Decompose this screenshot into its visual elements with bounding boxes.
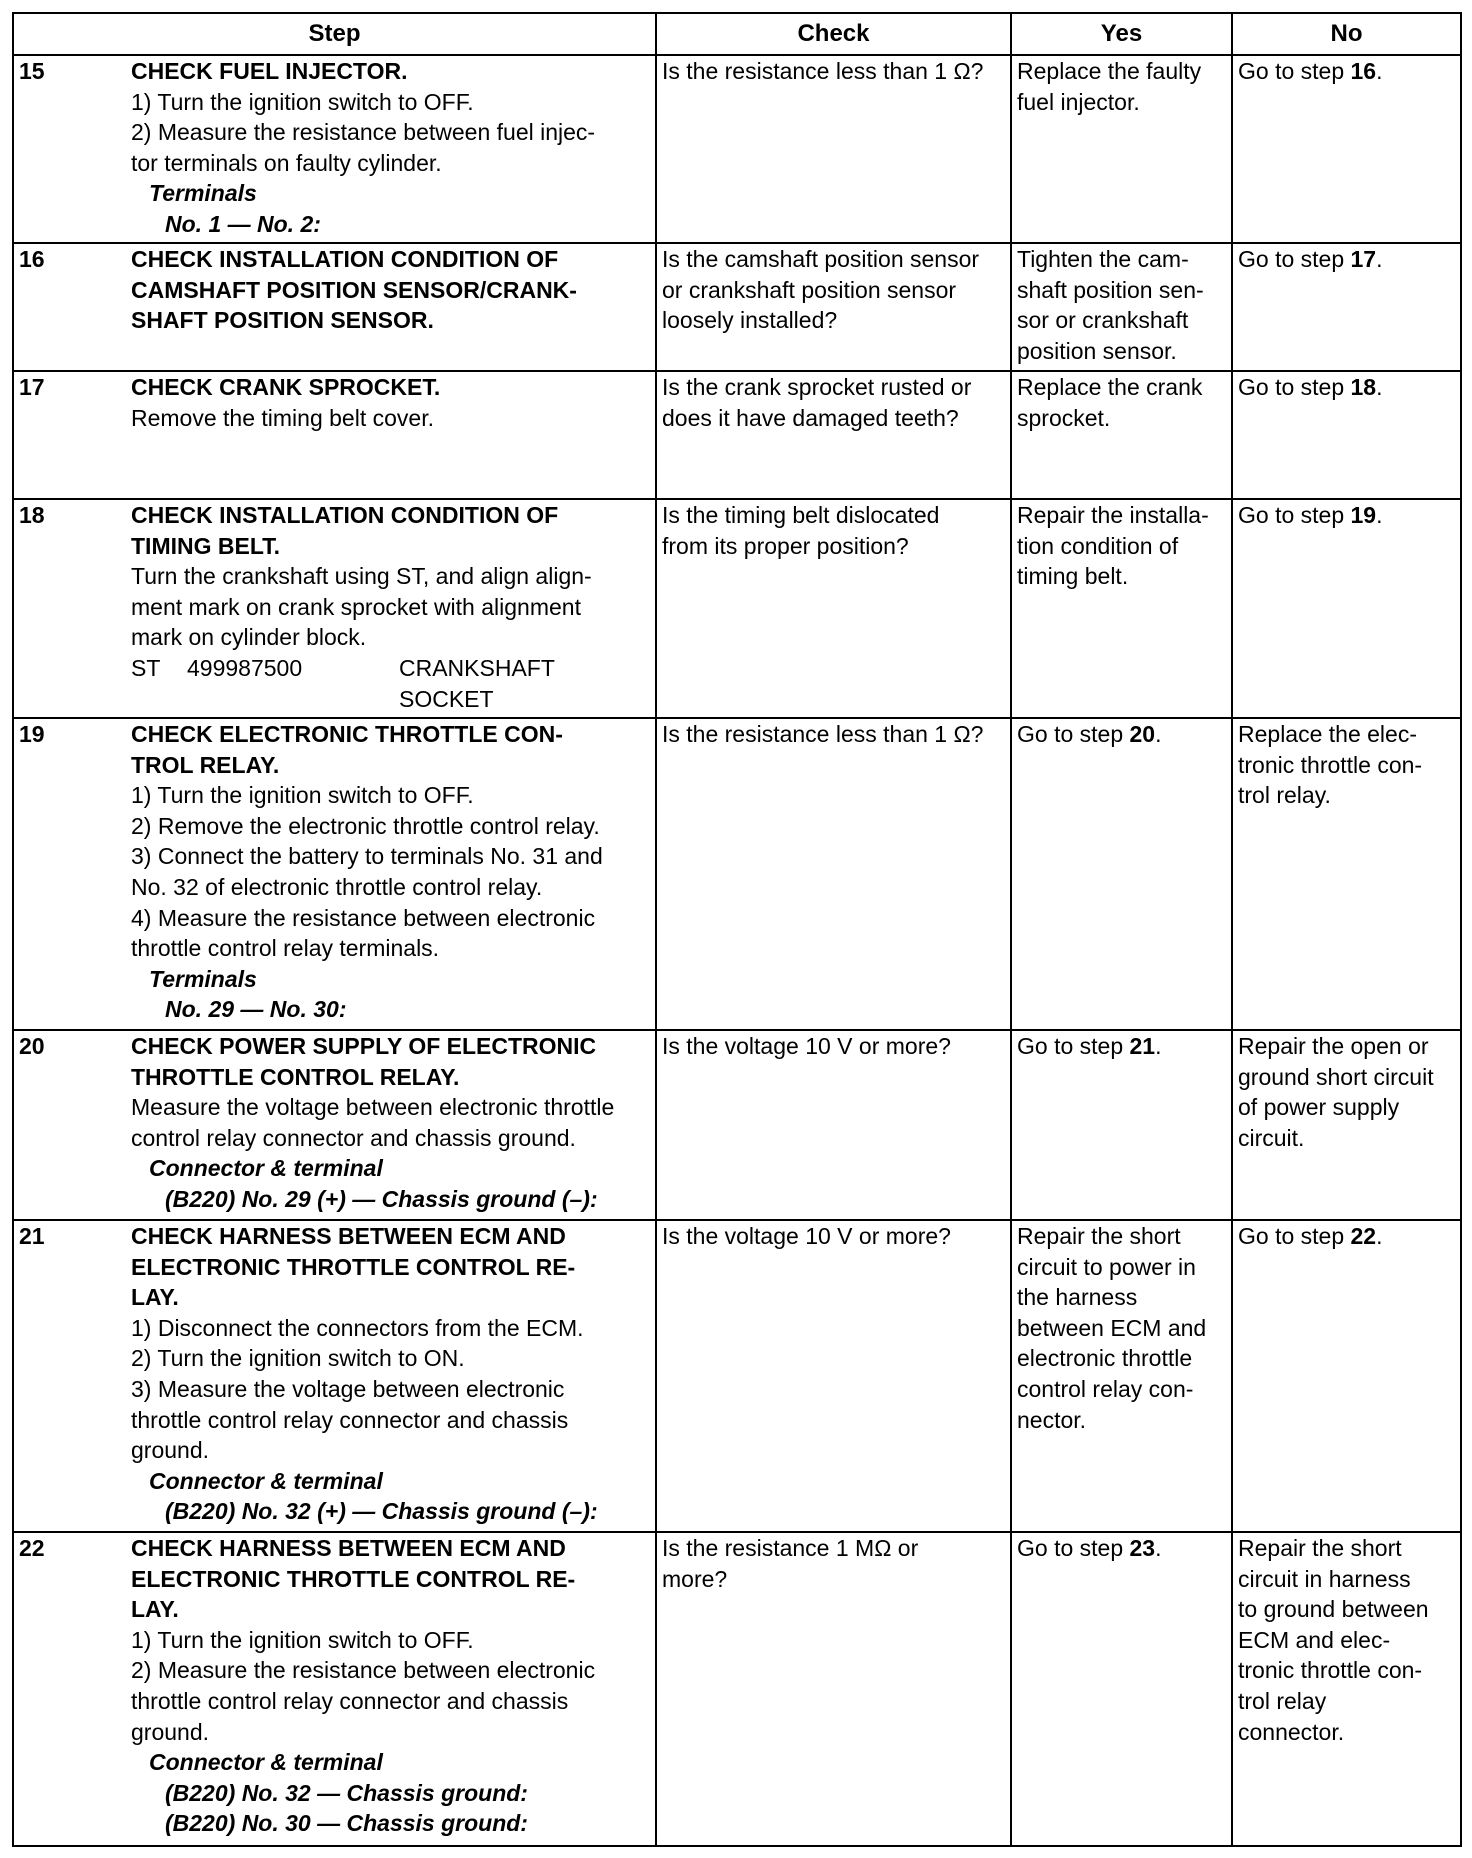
no-text xyxy=(1238,372,1455,403)
check-cell xyxy=(656,371,1011,499)
no-action: Go to step xyxy=(1238,58,1351,84)
step-wrap xyxy=(19,372,650,433)
step-title: CHECK INSTALLATION CONDITION OF TIMING BELT. xyxy=(131,502,559,559)
yes-text xyxy=(1017,1221,1226,1435)
step-cell xyxy=(13,371,656,499)
yes-text xyxy=(1017,1031,1226,1062)
yes-text xyxy=(1017,372,1226,433)
yes-action: Tighten the cam- shaft position sen- sor or crankshaft position sensor. xyxy=(1017,246,1204,364)
no-text xyxy=(1238,719,1455,811)
yes-action: Go to step xyxy=(1017,1535,1130,1561)
step-number: 17 xyxy=(19,374,45,400)
step-title: CHECK FUEL INJECTOR. xyxy=(131,58,408,84)
step-instruction: 2) Turn the ignition switch to ON. xyxy=(131,1345,465,1372)
yes-cell xyxy=(1011,1030,1232,1220)
yes-action: Repair the installa- tion condition of timing belt. xyxy=(1017,502,1209,590)
check-text: Is the resistance less than 1 Ω? xyxy=(662,58,984,84)
step-number: 18 xyxy=(19,502,45,528)
terminal-value: (B220) No. 32 (+) — Chassis ground (–): xyxy=(165,1498,598,1525)
step-wrap xyxy=(19,1533,650,1839)
step-number: 22 xyxy=(19,1535,45,1561)
no-cell xyxy=(1232,371,1461,499)
check-cell xyxy=(656,55,1011,243)
step-content xyxy=(131,244,650,336)
step-instruction: Remove the timing belt cover. xyxy=(131,404,434,431)
step-wrap xyxy=(19,1221,650,1527)
terminal-label: Terminals xyxy=(149,965,257,992)
no-suffix: . xyxy=(1376,58,1383,84)
yes-cell xyxy=(1011,243,1232,371)
no-action: Go to step xyxy=(1238,502,1351,528)
step-instruction: 3) Measure the voltage between electronic throttle control relay connector and chassis ground. xyxy=(131,1375,569,1464)
no-text xyxy=(1238,1533,1455,1747)
terminal-label: Connector & terminal xyxy=(149,1467,383,1494)
no-suffix: . xyxy=(1376,374,1383,400)
no-cell xyxy=(1232,1532,1461,1846)
yes-step-ref: 23 xyxy=(1129,1535,1156,1561)
step-title: CHECK HARNESS BETWEEN ECM AND ELECTRONIC THROTTLE CONTROL RE- LAY. xyxy=(131,1223,576,1311)
step-title: CHECK POWER SUPPLY OF ELECTRONIC THROTTLE CONTROL RELAY. xyxy=(131,1033,597,1090)
no-cell xyxy=(1232,1220,1461,1532)
yes-text xyxy=(1017,719,1226,750)
step-cell xyxy=(13,55,656,243)
step-cell xyxy=(13,1532,656,1846)
yes-suffix: . xyxy=(1155,1535,1162,1561)
no-cell xyxy=(1232,55,1461,243)
no-text xyxy=(1238,500,1455,531)
table-body xyxy=(13,55,1461,1846)
step-wrap xyxy=(19,1031,650,1215)
step-content xyxy=(131,1031,650,1215)
header-yes: Yes xyxy=(1011,13,1232,55)
step-instruction: Turn the crankshaft using ST, and align align- ment mark on crank sprocket with alignment mark on cylinder block. xyxy=(131,563,592,651)
step-cell xyxy=(13,1030,656,1220)
table-row xyxy=(13,1532,1461,1846)
step-instruction: 1) Turn the ignition switch to OFF. xyxy=(131,782,474,809)
terminal-value: (B220) No. 32 — Chassis ground: xyxy=(165,1779,528,1806)
yes-action: Go to step xyxy=(1017,721,1130,747)
step-wrap xyxy=(19,244,650,336)
no-step-ref: 22 xyxy=(1350,1223,1377,1249)
terminal-label: Connector & terminal xyxy=(149,1155,383,1182)
yes-action: Replace the faulty fuel injector. xyxy=(1017,58,1202,115)
step-number: 21 xyxy=(19,1223,45,1249)
step-number: 20 xyxy=(19,1033,45,1059)
special-tool-name: CRANKSHAFT SOCKET xyxy=(399,654,555,712)
no-text xyxy=(1238,244,1455,275)
no-suffix: . xyxy=(1376,1223,1383,1249)
no-cell xyxy=(1232,499,1461,718)
step-number: 15 xyxy=(19,58,45,84)
check-text: Is the resistance less than 1 Ω? xyxy=(662,721,984,747)
no-step-ref: 18 xyxy=(1350,374,1377,400)
check-cell xyxy=(656,718,1011,1030)
header-check: Check xyxy=(656,13,1011,55)
yes-cell xyxy=(1011,718,1232,1030)
step-title: CHECK HARNESS BETWEEN ECM AND ELECTRONIC THROTTLE CONTROL RE- LAY. xyxy=(131,1535,576,1623)
yes-action: Go to step xyxy=(1017,1033,1130,1059)
step-content xyxy=(131,56,650,240)
table-row xyxy=(13,499,1461,718)
yes-text xyxy=(1017,244,1226,366)
yes-text xyxy=(1017,56,1226,117)
step-content xyxy=(131,372,650,433)
step-number: 16 xyxy=(19,246,45,272)
step-instruction: Measure the voltage between electronic throttle control relay connector and chassis ground. xyxy=(131,1094,615,1151)
step-instruction: 2) Remove the electronic throttle control relay. xyxy=(131,812,600,839)
check-text: Is the voltage 10 V or more? xyxy=(662,1033,951,1059)
step-title: CHECK ELECTRONIC THROTTLE CON- TROL RELAY. xyxy=(131,721,563,778)
no-action: Go to step xyxy=(1238,1223,1351,1249)
special-tool-code: 499987500 xyxy=(187,654,303,681)
table-header-row xyxy=(13,13,1461,55)
table-row xyxy=(13,371,1461,499)
terminal-label: Terminals xyxy=(149,180,257,207)
check-cell xyxy=(656,1532,1011,1846)
yes-action: Repair the short circuit to power in the harness between ECM and electronic throttle control relay con- nector. xyxy=(1017,1223,1207,1433)
check-text: Is the voltage 10 V or more? xyxy=(662,1223,951,1249)
check-text: Is the crank sprocket rusted or does it have damaged teeth? xyxy=(662,374,972,431)
step-number: 19 xyxy=(19,721,45,747)
no-step-ref: 16 xyxy=(1350,58,1377,84)
step-instruction: 1) Turn the ignition switch to OFF. xyxy=(131,88,474,115)
yes-action: Replace the crank sprocket. xyxy=(1017,374,1203,431)
no-suffix: . xyxy=(1376,502,1383,528)
no-action: Repair the short circuit in harness to ground between ECM and elec- tronic throttle con- trol relay connector. xyxy=(1238,1535,1429,1745)
step-cell xyxy=(13,499,656,718)
step-instruction: 1) Disconnect the connectors from the ECM. xyxy=(131,1314,584,1341)
special-tool-key: ST xyxy=(131,654,161,681)
no-suffix: . xyxy=(1376,246,1383,272)
no-step-ref: 17 xyxy=(1350,246,1377,272)
no-cell xyxy=(1232,1030,1461,1220)
check-text: Is the camshaft position sensor or crankshaft position sensor loosely installed? xyxy=(662,246,980,334)
yes-cell xyxy=(1011,499,1232,718)
yes-cell xyxy=(1011,1532,1232,1846)
step-content xyxy=(131,719,650,1025)
yes-step-ref: 21 xyxy=(1129,1033,1156,1059)
step-instruction: 2) Measure the resistance between electronic throttle control relay connector and chassis ground. xyxy=(131,1657,596,1745)
step-content xyxy=(131,1533,650,1839)
table-row xyxy=(13,243,1461,371)
step-cell xyxy=(13,718,656,1030)
step-wrap xyxy=(19,500,650,714)
step-cell xyxy=(13,1220,656,1532)
check-cell xyxy=(656,1030,1011,1220)
check-text: Is the timing belt dislocated from its proper position? xyxy=(662,502,940,559)
no-step-ref: 19 xyxy=(1350,502,1377,528)
yes-cell xyxy=(1011,55,1232,243)
yes-text xyxy=(1017,500,1226,592)
terminal-value: (B220) No. 30 — Chassis ground: xyxy=(165,1810,528,1837)
step-instruction: 2) Measure the resistance between fuel injec- tor terminals on faulty cylinder. xyxy=(131,119,596,176)
step-instruction: 4) Measure the resistance between electronic throttle control relay terminals. xyxy=(131,904,596,962)
table-row xyxy=(13,718,1461,1030)
no-action: Go to step xyxy=(1238,374,1351,400)
no-action: Repair the open or ground short circuit of power supply circuit. xyxy=(1238,1033,1434,1151)
step-wrap xyxy=(19,719,650,1025)
step-content xyxy=(131,500,650,714)
yes-step-ref: 20 xyxy=(1129,721,1156,747)
table-row xyxy=(13,1220,1461,1532)
no-text xyxy=(1238,1031,1455,1153)
terminal-value: (B220) No. 29 (+) — Chassis ground (–): xyxy=(165,1185,598,1212)
check-cell xyxy=(656,499,1011,718)
check-text: Is the resistance 1 MΩ or more? xyxy=(662,1535,919,1592)
no-text xyxy=(1238,1221,1455,1252)
check-cell xyxy=(656,243,1011,371)
no-text xyxy=(1238,56,1455,87)
header-step: Step xyxy=(13,13,656,55)
step-title: CHECK INSTALLATION CONDITION OF CAMSHAFT POSITION SENSOR/CRANK- SHAFT POSITION SENSOR. xyxy=(131,246,577,334)
terminal-value: No. 29 — No. 30: xyxy=(165,996,347,1023)
table-row xyxy=(13,55,1461,243)
table-row xyxy=(13,1030,1461,1220)
header-no: No xyxy=(1232,13,1461,55)
no-action: Go to step xyxy=(1238,246,1351,272)
yes-cell xyxy=(1011,371,1232,499)
step-title: CHECK CRANK SPROCKET. xyxy=(131,374,441,400)
yes-cell xyxy=(1011,1220,1232,1532)
step-cell xyxy=(13,243,656,371)
yes-suffix: . xyxy=(1155,1033,1162,1059)
no-cell xyxy=(1232,243,1461,371)
terminal-value: No. 1 — No. 2: xyxy=(165,210,321,237)
terminal-label: Connector & terminal xyxy=(149,1749,383,1776)
diagnostic-procedure-table xyxy=(12,12,1462,1847)
check-cell xyxy=(656,1220,1011,1532)
step-wrap xyxy=(19,56,650,240)
special-tool-row xyxy=(131,653,650,714)
no-action: Replace the elec- tronic throttle con- trol relay. xyxy=(1238,721,1423,809)
step-instruction: 1) Turn the ignition switch to OFF. xyxy=(131,1626,474,1653)
step-instruction: 3) Connect the battery to terminals No. 31 and No. 32 of electronic throttle control relay. xyxy=(131,843,603,900)
yes-suffix: . xyxy=(1155,721,1162,747)
no-cell xyxy=(1232,718,1461,1030)
step-content xyxy=(131,1221,650,1527)
yes-text xyxy=(1017,1533,1226,1564)
